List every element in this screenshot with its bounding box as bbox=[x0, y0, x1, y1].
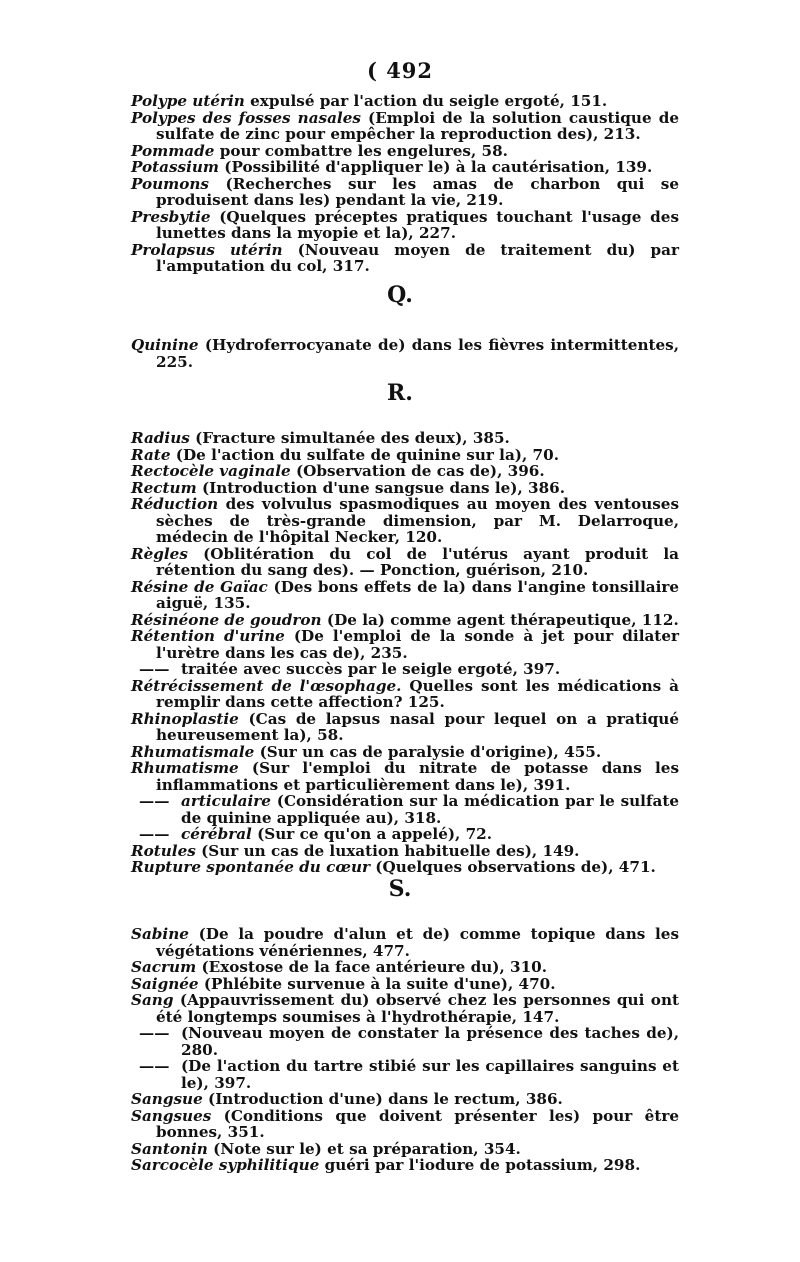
index-description: (De l'action du sulfate de quinine sur la), 70. bbox=[170, 445, 559, 464]
index-entry bbox=[131, 143, 679, 160]
index-description: (Oblitération du col de l'utérus ayant produit la rétention du sang des). — Ponction, guérison, 210. bbox=[156, 544, 679, 579]
index-description: (De l'action du tartre stibié sur les capillaires sanguins et le), 397. bbox=[181, 1057, 679, 1092]
index-description: des volvulus spasmodiques au moyen des ventouses sèches de très-grande dimension, par M. Delarroque, médecin de l'hôpital Necker, 120. bbox=[156, 495, 679, 546]
index-term: Résinéone de goudron bbox=[131, 610, 322, 629]
index-section-q bbox=[131, 337, 679, 370]
ditto-dash: —— bbox=[139, 792, 170, 810]
index-description: (Observation de cas de), 396. bbox=[290, 462, 545, 480]
index-description: guéri par l'iodure de potassium, 298. bbox=[319, 1156, 641, 1174]
index-term: Rhinoplastie bbox=[131, 709, 239, 728]
index-entry bbox=[131, 976, 679, 993]
index-description: (Quelques préceptes pratiques touchant l'usage des lunettes dans la myopie et la), 227. bbox=[156, 207, 679, 242]
index-entry bbox=[131, 661, 679, 678]
index-entry bbox=[131, 926, 679, 959]
index-description: (Exostose de la face antérieure du), 310. bbox=[196, 958, 548, 976]
index-term: Santonin bbox=[131, 1139, 208, 1158]
index-term: Quinine bbox=[131, 336, 199, 354]
index-description: (De la) comme agent thérapeutique, 112. bbox=[321, 610, 679, 629]
index-description: expulsé par l'action du seigle ergoté, 151. bbox=[244, 92, 608, 110]
index-description: (De la poudre d'alun et de) comme topique dans les végétations vénériennes, 477. bbox=[156, 925, 679, 960]
index-term: Rectocèle vaginale bbox=[131, 462, 291, 480]
index-entry bbox=[131, 242, 679, 275]
index-description: (Introduction d'une) dans le rectum, 386. bbox=[202, 1090, 563, 1108]
ditto-dash: —— bbox=[139, 1024, 170, 1042]
index-entry bbox=[131, 843, 679, 860]
index-description: (Nouveau moyen de constater la présence des taches de), 280. bbox=[181, 1024, 679, 1059]
index-section-s bbox=[131, 926, 679, 1174]
index-entry bbox=[131, 209, 679, 242]
index-entry bbox=[131, 678, 679, 711]
page-number: ( 492 bbox=[366, 58, 434, 83]
index-entry bbox=[131, 159, 679, 176]
index-entry bbox=[131, 546, 679, 579]
index-term: Rectum bbox=[131, 478, 197, 497]
index-term: Poumons bbox=[131, 174, 209, 193]
index-term: Résine de Gaïac bbox=[131, 577, 268, 596]
index-entry bbox=[131, 793, 679, 826]
index-entry bbox=[131, 463, 679, 480]
index-term: Polypes des fosses nasales bbox=[131, 108, 361, 127]
ditto-dash: —— bbox=[139, 660, 170, 678]
index-term: Sacrum bbox=[131, 958, 197, 976]
index-description: (Possibilité d'appliquer le) à la cautérisation, 139. bbox=[218, 158, 653, 176]
index-entry bbox=[131, 1108, 679, 1141]
index-description: Quelles sont les médications à remplir dans cette affection? 125. bbox=[156, 676, 679, 711]
index-term: Pommade bbox=[131, 141, 215, 160]
index-entry bbox=[131, 1058, 679, 1091]
index-entry bbox=[131, 992, 679, 1025]
index-term: Rhumatismale bbox=[131, 742, 255, 761]
index-section-r bbox=[131, 430, 679, 876]
index-entry bbox=[131, 1141, 679, 1158]
index-entry bbox=[131, 337, 679, 370]
index-description: (Appauvrissement du) observé chez les personnes qui ont été longtemps soumises à l'hydrothérapie, 147. bbox=[156, 991, 679, 1026]
index-term: Radius bbox=[131, 429, 190, 447]
index-term: Sarcocèle syphilitique bbox=[131, 1156, 320, 1174]
index-entry bbox=[131, 744, 679, 761]
index-term: Polype utérin bbox=[131, 92, 245, 110]
index-description: (Sur un cas de luxation habituelle des), 149. bbox=[195, 841, 580, 860]
index-entry bbox=[131, 1157, 679, 1174]
ditto-dash: —— bbox=[139, 1057, 170, 1075]
index-entry bbox=[131, 826, 679, 843]
index-entry bbox=[131, 430, 679, 447]
index-entry bbox=[131, 176, 679, 209]
index-entry bbox=[131, 1025, 679, 1058]
index-description: (Phlébite survenue à la suite d'une), 470. bbox=[198, 974, 556, 993]
index-term: Potassium bbox=[131, 158, 219, 176]
index-entry bbox=[131, 959, 679, 976]
section-heading-s: S. bbox=[388, 876, 412, 902]
index-entry bbox=[131, 110, 679, 143]
index-description: (Recherches sur les amas de charbon qui se produisent dans les) pendant la vie, 219. bbox=[156, 174, 679, 209]
ditto-dash: —— bbox=[139, 825, 170, 843]
index-term: cérébral bbox=[181, 825, 252, 843]
index-description: (Sur ce qu'on a appelé), 72. bbox=[251, 825, 493, 843]
index-term: Rotules bbox=[131, 841, 196, 860]
index-entry bbox=[131, 760, 679, 793]
index-term: Règles bbox=[131, 544, 188, 563]
index-description: (Emploi de la solution caustique de sulfate de zinc pour empêcher la reproduction des), 213. bbox=[156, 108, 680, 143]
index-description: (Nouveau moyen de traitement du) par l'amputation du col, 317. bbox=[156, 240, 679, 275]
index-term: articulaire bbox=[181, 792, 271, 810]
index-description: pour combattre les engelures, 58. bbox=[214, 141, 508, 160]
index-term: Sangsues bbox=[131, 1106, 212, 1125]
index-description: (De l'emploi de la sonde à jet pour dilater l'urètre dans les cas de), 235. bbox=[156, 627, 679, 662]
index-term: Sang bbox=[131, 991, 174, 1009]
index-entry bbox=[131, 579, 679, 612]
index-description: (Conditions que doivent présenter les) pour être bonnes, 351. bbox=[156, 1106, 679, 1141]
index-section-p bbox=[131, 93, 679, 275]
index-term: Prolapsus utérin bbox=[131, 240, 283, 259]
index-term: Sangsue bbox=[131, 1090, 203, 1108]
index-term: Saignée bbox=[131, 974, 199, 993]
index-term: Rétention d'urine bbox=[131, 627, 285, 645]
index-description: (Considération sur la médication par le sulfate de quinine appliquée au), 318. bbox=[181, 792, 679, 827]
index-term: Rupture spontanée du cœur bbox=[131, 858, 370, 876]
section-heading-q: Q. bbox=[387, 282, 413, 308]
index-term: Presbytie bbox=[131, 207, 211, 226]
index-description: (Note sur le) et sa préparation, 354. bbox=[207, 1139, 521, 1158]
section-heading-r: R. bbox=[387, 380, 413, 406]
index-entry bbox=[131, 447, 679, 464]
index-entry bbox=[131, 612, 679, 629]
index-term: Rate bbox=[131, 445, 171, 464]
index-description: traitée avec succès par le seigle ergoté, 397. bbox=[181, 660, 561, 678]
index-entry bbox=[131, 1091, 679, 1108]
index-entry bbox=[131, 496, 679, 546]
index-entry bbox=[131, 93, 679, 110]
index-description: (Sur l'emploi du nitrate de potasse dans les inflammations et particulièrement dans le), 391. bbox=[156, 759, 679, 794]
index-description: (Quelques observations de), 471. bbox=[370, 858, 656, 876]
index-entry bbox=[131, 480, 679, 497]
index-term: Sabine bbox=[131, 925, 189, 943]
index-description: (Hydroferrocyanate de) dans les fièvres intermittentes, 225. bbox=[156, 336, 679, 371]
index-term: Rétrécissement de l'œsophage. bbox=[131, 676, 402, 695]
index-entry bbox=[131, 859, 679, 876]
index-entry bbox=[131, 711, 679, 744]
index-description: (Cas de lapsus nasal pour lequel on a pratiqué heureusement la), 58. bbox=[156, 709, 679, 744]
index-term: Réduction bbox=[131, 495, 219, 513]
index-term: Rhumatisme bbox=[131, 759, 239, 777]
index-description: (Introduction d'une sangsue dans le), 386. bbox=[196, 478, 566, 497]
index-description: (Sur un cas de paralysie d'origine), 455. bbox=[254, 742, 602, 761]
index-description: (Fracture simultanée des deux), 385. bbox=[189, 429, 510, 447]
index-description: (Des bons effets de la) dans l'angine tonsillaire aiguë, 135. bbox=[156, 577, 679, 612]
index-entry bbox=[131, 628, 679, 661]
